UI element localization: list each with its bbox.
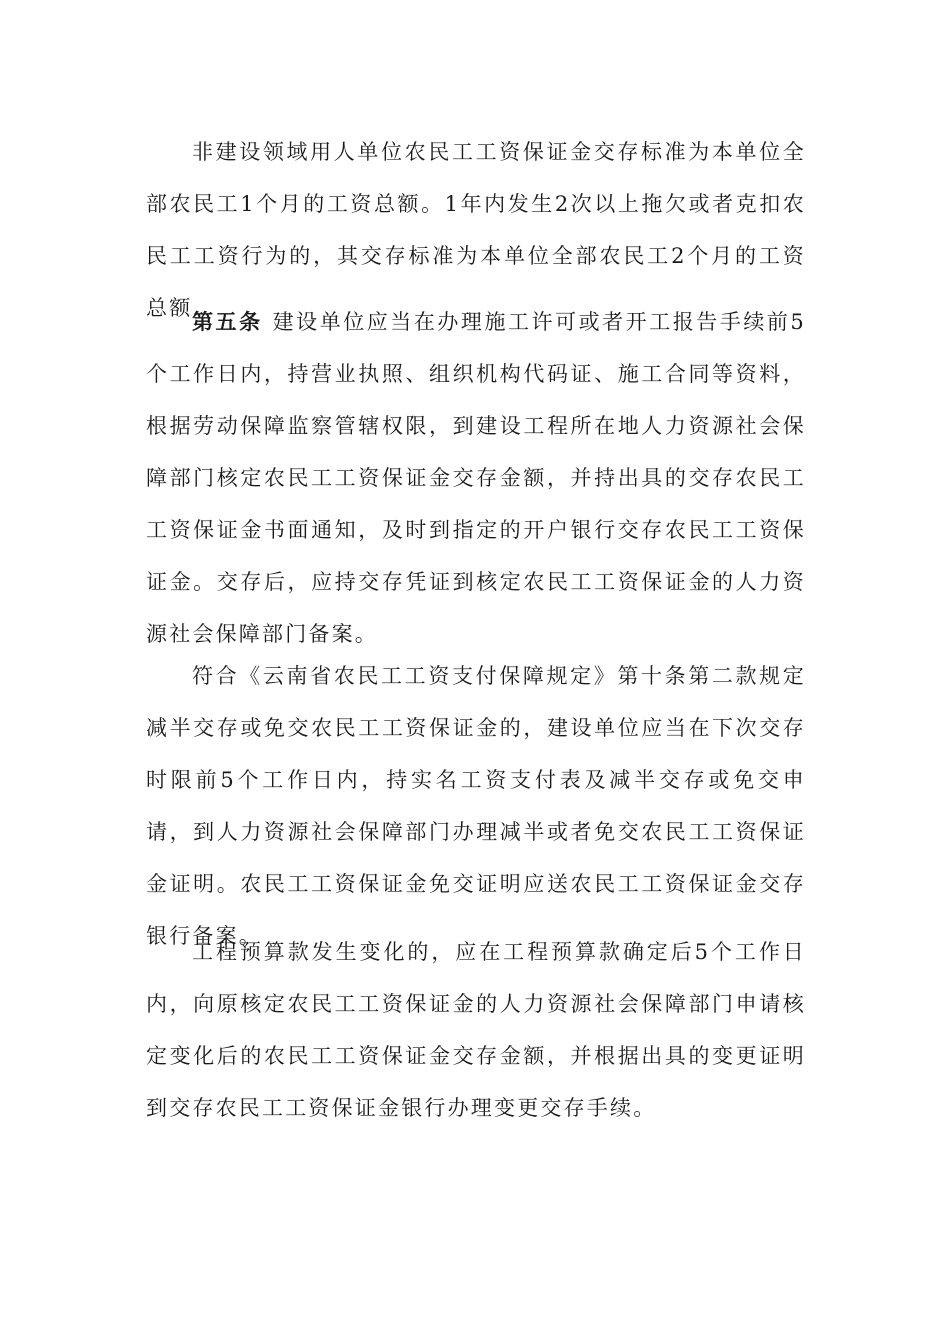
paragraph-text: 建设单位应当在办理施工许可或者开工报告手续前5个工作日内，持营业执照、组织机构代码证、施工合同等资料，根据劳动保障监察管辖权限，到建设工程所在地人力资源社会保障部门核定农民工工资保证金交存金额，并持出具的交存农民工工资保证金书面通知，及时到指定的开户银行交存农民工工资保证金。交存后，应持交存凭证到核定农民工工资保证金的人力资源社会保障部门备案。: [146, 310, 806, 646]
article-title: 第五条: [192, 309, 263, 334]
paragraph-budget-change: [146, 926, 806, 1134]
paragraph-text: 符合《云南省农民工工资支付保障规定》第十条第二款规定减半交存或免交农民工工资保证金的，建设单位应当在下次交存时限前5个工作日内，持实名工资支付表及减半交存或免交申请，到人力资源社会保障部门办理减半或者免交农民工工资保证金证明。农民工工资保证金免交证明应送农民工工资保证金交存银行备案。: [146, 664, 806, 948]
paragraph-text: 工程预算款发生变化的，应在工程预算款确定后5个工作日内，向原核定农民工工资保证金的人力资源社会保障部门申请核定变化后的农民工工资保证金交存金额，并根据出具的变更证明到交存农民工工资保证金银行办理变更交存手续。: [146, 940, 806, 1120]
paragraph-article-five: [146, 296, 806, 660]
paragraph-reduction-exemption: [146, 650, 806, 962]
paragraph-text: 非建设领域用人单位农民工工资保证金交存标准为本单位全部农民工1个月的工资总额。1年内发生2次以上拖欠或者克扣农民工工资行为的，其交存标准为本单位全部农民工2个月的工资总额.: [146, 140, 806, 320]
